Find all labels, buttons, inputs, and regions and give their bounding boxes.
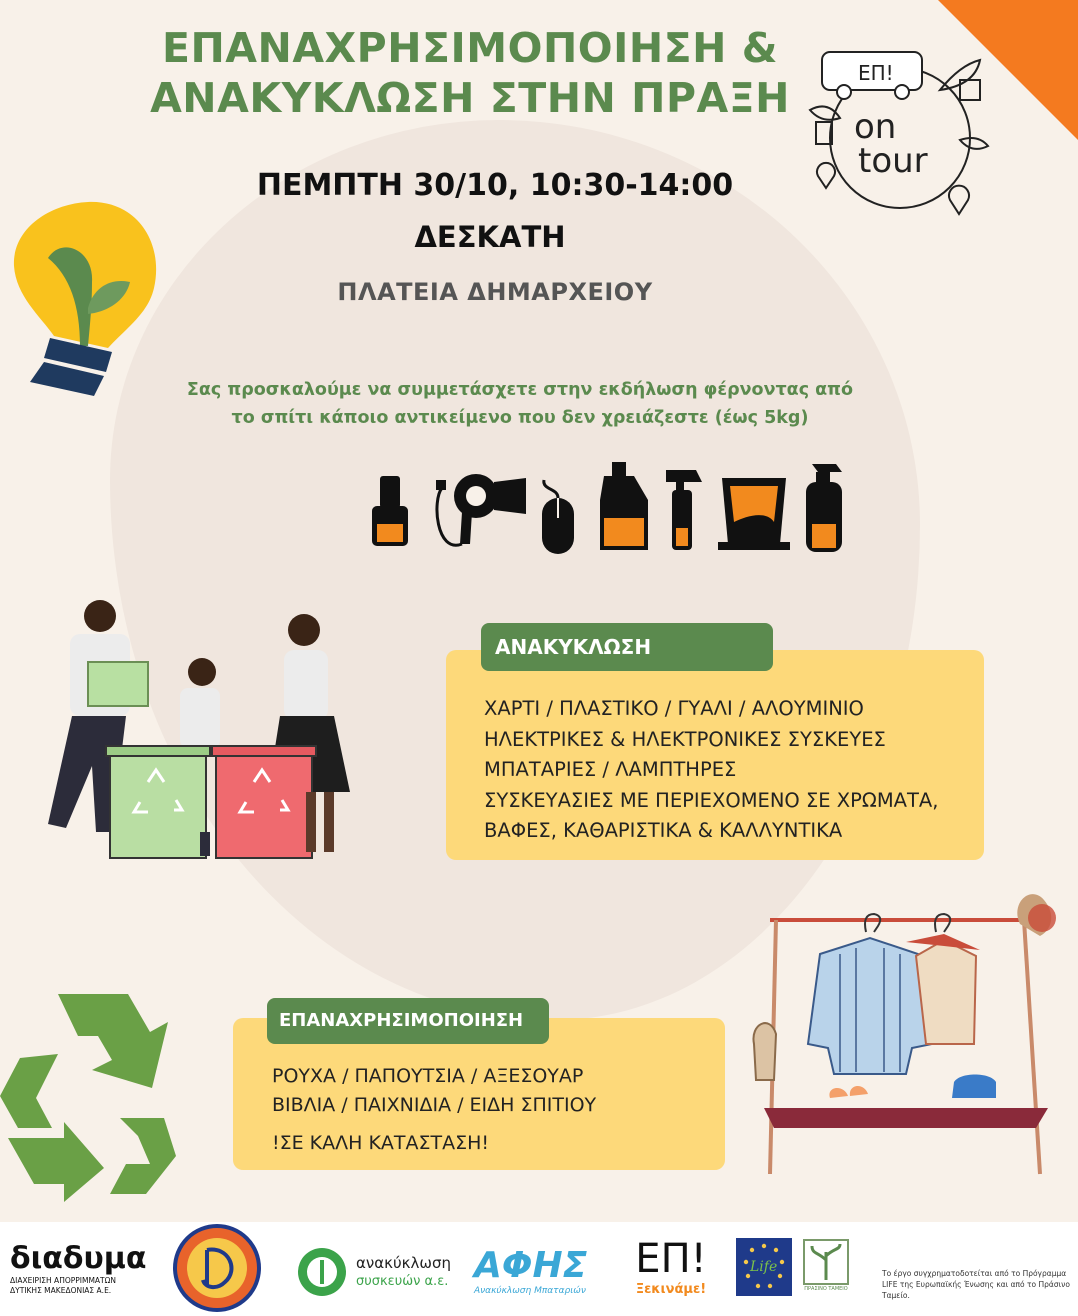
event-datetime: ΠΕΜΠΤΗ 30/10, 10:30-14:00 <box>256 168 734 203</box>
list-item: ΒΑΦΕΣ, ΚΑΘΑΡΙΣΤΙΚΑ & ΚΑΛΛΥΝΤΙΚΑ <box>484 819 843 842</box>
ep-logo: ΕΠ! Ξεκινάμε! <box>635 1236 707 1297</box>
anakyklosi-syskevon-logo: ανακύκλωση συσκευών α.ε. <box>296 1246 456 1298</box>
invite-line1: Σας προσκαλούμε να συμμετάσχετε στην εκδήλωση φέρνοντας από <box>186 380 854 400</box>
diadyma-logo: διαδυμα ΔΙΑΧΕΙΡΙΣΗ ΑΠΟΡΡΙΜΜΑΤΩΝ ΔΥΤΙΚΗΣ ΜΑΚΕΔΟΝΙΑΣ Α.Ε. <box>10 1241 147 1295</box>
afis-logo: ΑΦΗΣ Ανακύκλωση Μπαταριών <box>474 1245 588 1296</box>
recycling-list <box>484 694 938 847</box>
reuse-list <box>272 1062 596 1158</box>
badge-van-text: ΕΠ! <box>858 61 894 85</box>
on-tour-badge <box>800 30 1000 240</box>
list-item: ΗΛΕΚΤΡΙΚΕΣ & ΗΛΕΚΤΡΟΝΙΚΕΣ ΣΥΣΚΕΥΕΣ <box>484 727 886 751</box>
spray-bottle-icon <box>666 470 702 550</box>
eu-life-logo <box>736 1238 792 1296</box>
funding-note: Το έργο συγχρηματοδοτείται από το Πρόγραμμα LIFE της Ευρωπαϊκής Ένωσης και από το Πράσινο Ταμείο. <box>882 1269 1070 1300</box>
computer-mouse-icon <box>542 480 574 554</box>
deskati-municipality-seal <box>173 1224 261 1312</box>
event-venue: ΠΛΑΤΕΙΑ ΔΗΜΑΡΧΕΙΟΥ <box>337 278 653 306</box>
condition-note: !ΣΕ ΚΑΛΗ ΚΑΤΑΣΤΑΣΗ! <box>272 1132 490 1154</box>
badge-tour-text: tour <box>858 141 928 181</box>
list-item: ΧΑΡΤΙ / ΠΛΑΣΤΙΚΟ / ΓΥΑΛΙ / ΑΛΟΥΜΙΝΙΟ <box>484 697 864 720</box>
recycle-symbol-icon <box>0 988 180 1203</box>
invite-line2: το σπίτι κάποιο αντικείμενο που δεν χρειάζεστε (έως 5kg) <box>231 408 809 428</box>
invite-text <box>160 376 880 432</box>
detergent-bottle-icon <box>600 462 648 550</box>
family-recycling-illustration <box>36 596 356 866</box>
list-item: ΒΙΒΛΙΑ / ΠΑΙΧΝΙΔΙΑ / ΕΙΔΗ ΣΠΙΤΙΟΥ <box>272 1094 597 1116</box>
nail-polish-icon <box>372 476 408 546</box>
paint-bucket-icon <box>718 478 790 550</box>
green-fund-logo: ΠΡΑΣΙΝΟ ΤΑΜΕΙΟ <box>802 1238 850 1298</box>
sponsor-footer <box>0 1222 1078 1316</box>
page-title-line2: ΑΝΑΚΥΚΛΩΣΗ ΣΤΗΝ ΠΡΑΞΗ <box>150 74 790 122</box>
page-title-line1: ΕΠΑΝΑΧΡΗΣΙΜΟΠΟΙΗΣΗ & <box>161 24 779 72</box>
badge-on-text: on <box>854 107 897 147</box>
hair-dryer-icon <box>436 474 526 545</box>
clothes-rack-illustration <box>740 884 1060 1184</box>
recycling-heading: ΑΝΑΚΥΚΛΩΣΗ <box>481 623 773 671</box>
fire-extinguisher-icon <box>806 464 842 552</box>
lightbulb-illustration <box>8 196 168 411</box>
svg-text:Life: Life <box>750 1259 778 1275</box>
reuse-heading: ΕΠΑΝΑΧΡΗΣΙΜΟΠΟΙΗΣΗ <box>267 998 549 1044</box>
event-town: ΔΕΣΚΑΤΗ <box>414 220 566 254</box>
list-item: ΣΥΣΚΕΥΑΣΙΕΣ ΜΕ ΠΕΡΙΕΧΟΜΕΝΟ ΣΕ ΧΡΩΜΑΤΑ, <box>484 788 939 812</box>
item-icons-row <box>366 460 866 560</box>
list-item: ΜΠΑΤΑΡΙΕΣ / ΛΑΜΠΤΗΡΕΣ <box>484 758 737 781</box>
list-item: ΡΟΥΧΑ / ΠΑΠΟΥΤΣΙΑ / ΑΞΕΣΟΥΑΡ <box>272 1065 584 1087</box>
